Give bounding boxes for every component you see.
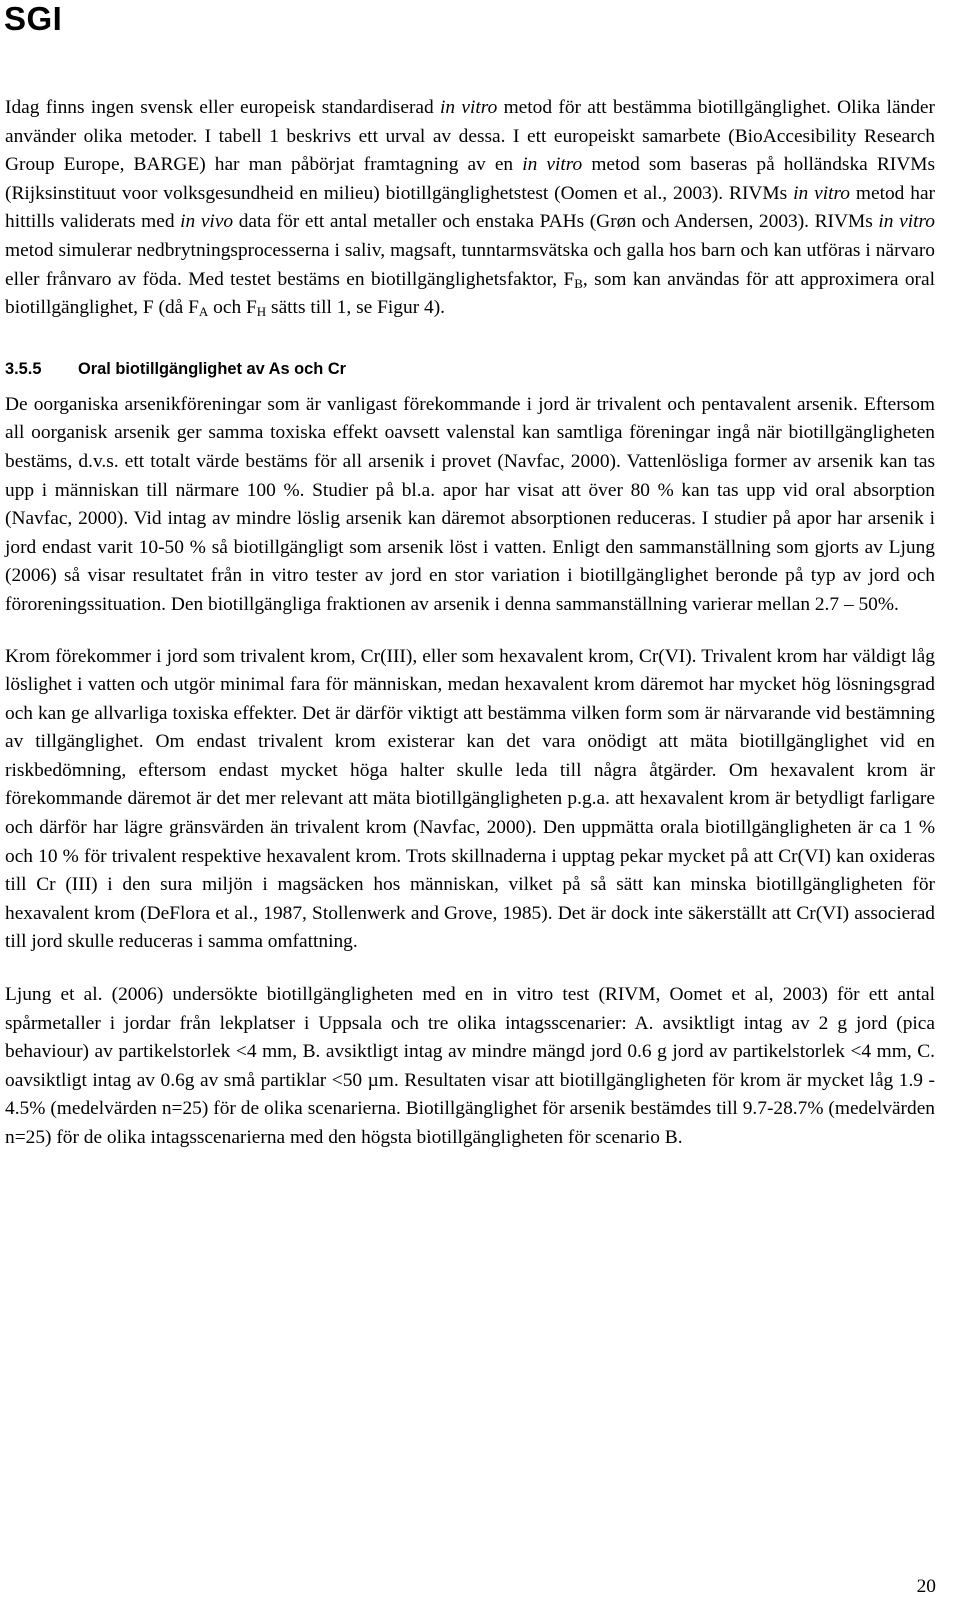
text-run: metod simulerar nedbrytningsprocesserna i saliv, magsaft, tunntarmsvätska och galla hos barn och kan utföras i närvaro eller frånvaro av föda. Med testet bestäms en biotillgänglighetsfaktor, F xyxy=(5,239,935,290)
italic-term: in vitro xyxy=(878,211,935,233)
paragraph-ljung-study: Ljung et al. (2006) undersökte biotillgängligheten med en in vitro test (RIVM, Oomet et al, 2003) för ett antal spårmetaller i jordar från lekplatser i Uppsala och tre olika intagsscenarier: A. avsiktligt intag av 2 g jord (pica behaviour) av partikelstorlek <4 mm, B. avsiktligt intag av mindre mängd jord 0.6 g jord av partikelstorlek <4 mm, C. oavsiktligt intag av 0.6g av små partiklar <50 µm. Resultaten visar att biotillgängligheten för krom är mycket låg 1.9 - 4.5% (medelvärden n=25) för de olika scenarierna. Biotillgänglighet för arsenik bestämdes till 9.7-28.7% (medelvärden n=25) för de olika intagsscenarierna med den högsta biotillgängligheten för scenario B. xyxy=(5,984,935,1148)
text-run: , som kan användas för att approximera oral biotillgänglighet, F (då F xyxy=(5,268,936,319)
paragraph-arsenic: De oorganiska arsenikföreningar som är vanligast förekommande i jord är trivalent och pentavalent arsenik. Eftersom all oorganisk arsenik ger samma toxiska effekt oavsett valenstal kan samtliga föreningar ingå när biotillgängligheten bestäms, d.v.s. ett totalt värde bestäms för all arsenik i provet (Navfac, 2000). Vattenlösliga former av arsenik kan tas upp i människan till närmare 100 %. Studier på bl.a. apor har visat att över 80 % kan tas upp vid oral absorption (Navfac, 2000). Vid intag av mindre löslig arsenik kan däremot absorptionen reduceras. I studier på apor har arsenik i jord endast varit 10-50 % så biotillgängligt som arsenik löst i vatten. Enligt den sammanställning som gjorts av Ljung (2006) så visar resultatet från in vitro tester av jord en stor variation i biotillgänglighet beronde på typ av jord och föroreningssituation. Den biotillgängliga fraktionen av arsenik i denna sammanställning varierar mellan 2.7 – 50%. xyxy=(5,393,935,615)
text-run: metod för att bestämma biotillgänglighet. Olika länder använder olika metoder. I tabell 1 beskrivs ett urval av dessa. I ett europeiskt samarbete (BioAccesibility Research Group Europe, BARGE) har man påbörjat framtagning av en xyxy=(5,97,935,176)
logo: SGI xyxy=(4,0,63,37)
subscript: H xyxy=(256,304,267,320)
italic-term: in vitro xyxy=(793,182,850,204)
paragraph-chromium: Krom förekommer i jord som trivalent krom, Cr(III), eller som hexavalent krom, Cr(VI). Trivalent krom har väldigt låg löslighet i vatten och utgör minimal fara för människan, medan hexavalent krom däremot har mycket hög lösningsgrad och kan ge allvarliga toxiska effekter. Det är därför viktigt att bestämma vilken form som är närvarande vid bestämning av tillgänglighet. Om endast trivalent krom existerar kan det vara onödigt att mäta biotillgänglighet vid en riskbedömning, eftersom endast mycket höga halter skulle leda till några åtgärder. Om hexavalent krom är förekommande däremot är det mer relevant att mäta biotillgängligheten p.g.a. att hexavalent krom är betydligt farligare och därför har lägre gränsvärden än trivalent krom (Navfac, 2000). Den uppmätta orala biotillgängligheten är ca 1 % och 10 % för trivalent respektive hexavalent krom. Trots skillnaderna i upptag pekar mycket på att Cr(VI) kan oxideras till Cr (III) i den sura miljön i magsäcken hos människan, vilket på så sätt kan minska biotillgängligheten för hexavalent krom (DeFlora et al., 1987, Stollenwerk and Grove, 1985). Det är dock inte säkerställt att Cr(VI) associerad till jord skulle reduceras i samma omfattning. xyxy=(5,645,935,953)
text-run: sätts till 1, se Figur 4). xyxy=(266,297,445,319)
document-body xyxy=(5,94,935,1153)
text-run: data för ett antal metaller och enstaka PAHs (Grøn och Andersen, 2003). RIVMs xyxy=(233,211,879,233)
text-run: metod har hittills validerats med xyxy=(5,182,936,233)
text-run: och F xyxy=(208,297,257,319)
italic-term: in vivo xyxy=(180,211,234,233)
page-number: 20 xyxy=(916,1576,936,1597)
section-number: 3.5.5 xyxy=(5,359,42,378)
subscript: B xyxy=(574,275,583,291)
subscript: A xyxy=(198,304,209,320)
section-heading xyxy=(5,359,935,379)
section-title: Oral biotillgänglighet av As och Cr xyxy=(78,359,347,378)
italic-term: in vitro xyxy=(522,154,583,176)
paragraph-in-vitro-methods xyxy=(5,94,935,323)
text-run: metod som baseras på holländska RIVMs (Rijksinstituut voor volksgesundheid en milieu) biotillgänglighetstest (Oomen et al., 2003). RIVMs xyxy=(5,154,936,204)
text-run: Idag finns ingen svensk eller europeisk standardiserad xyxy=(5,97,440,118)
italic-term: in vitro xyxy=(440,97,498,118)
